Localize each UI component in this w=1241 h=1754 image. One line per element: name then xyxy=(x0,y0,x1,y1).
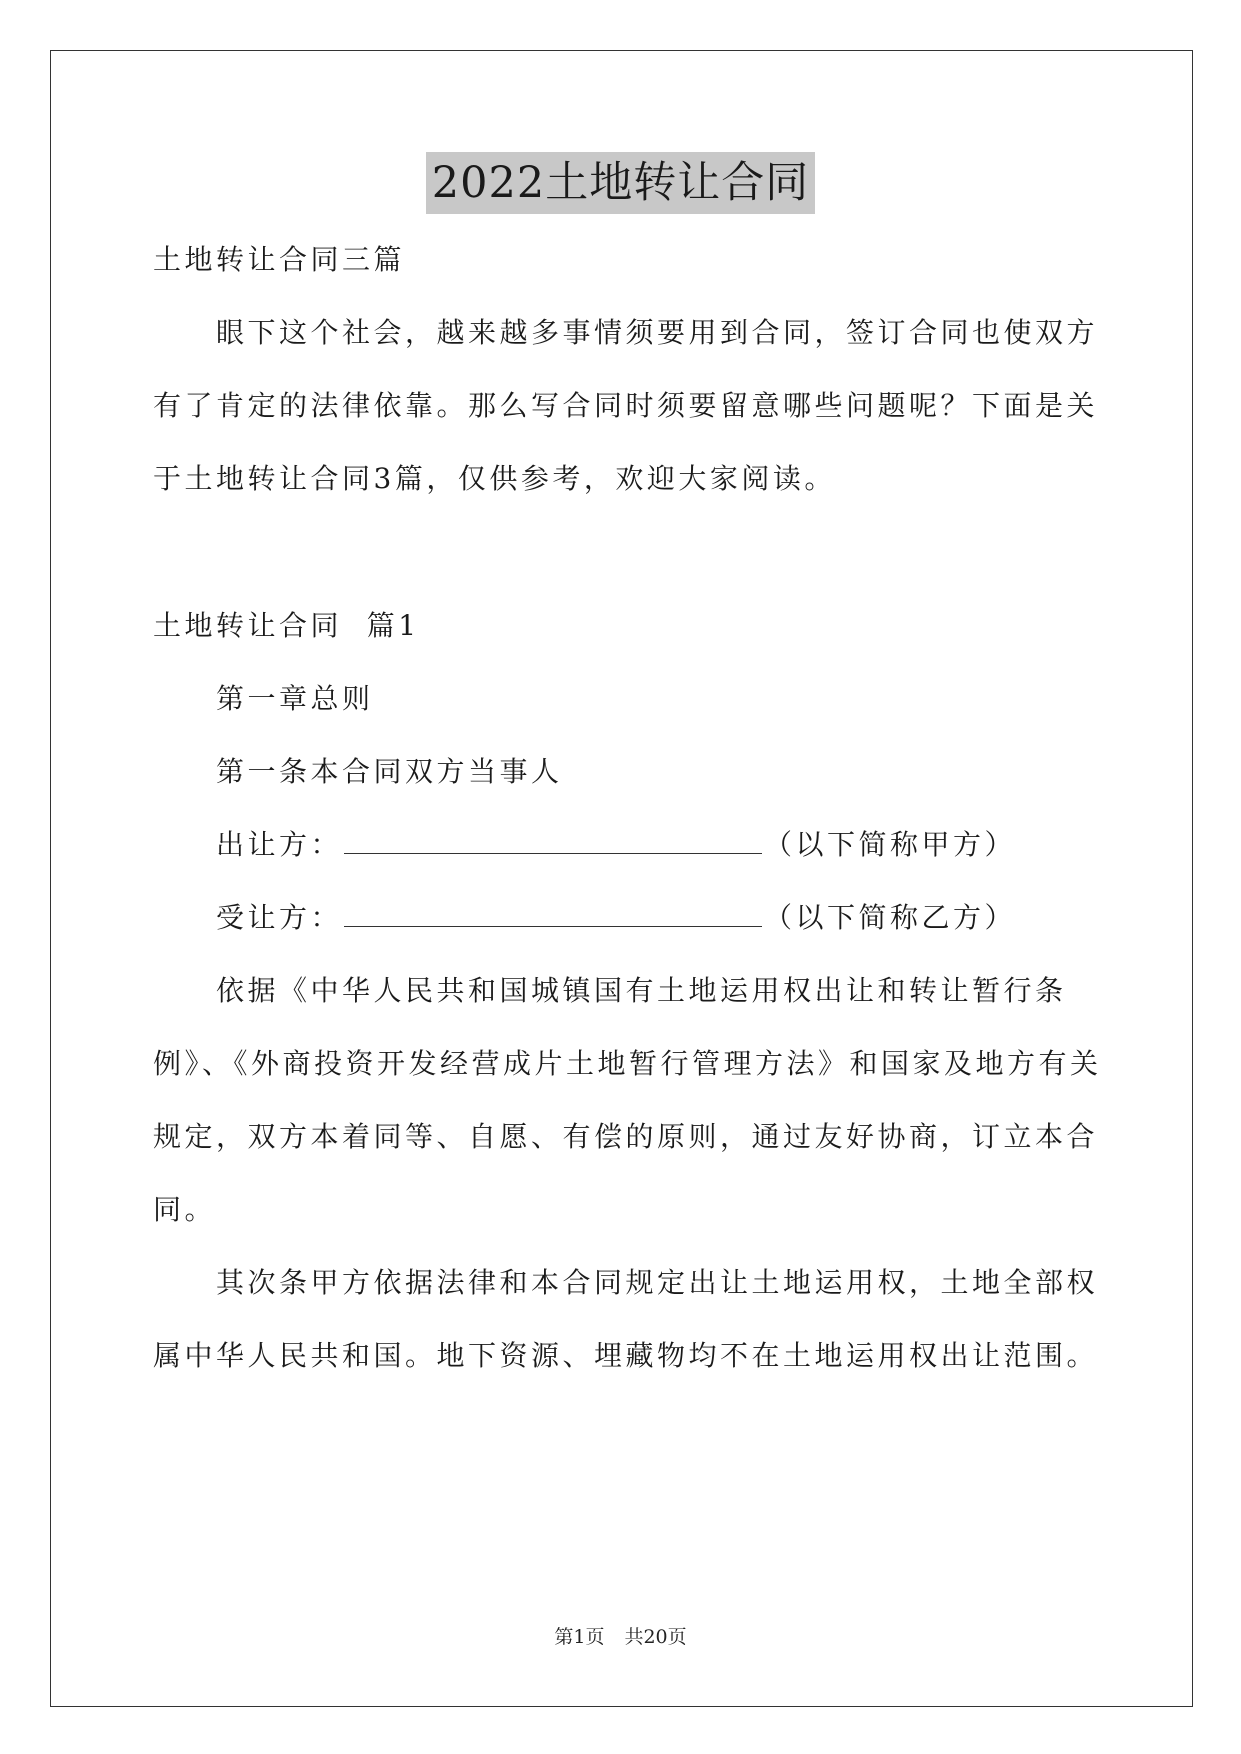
article-2-line-2: 属中华人民共和国。地下资源、埋藏物均不在土地运用权出让范围。 xyxy=(153,1339,1099,1372)
intro-line-1: 眼下这个社会，越来越多事情须要用到合同，签订合同也使双方 xyxy=(216,316,1099,349)
party-a-label: 出让方： xyxy=(216,828,343,861)
basis-line-2: 例》、《外商投资开发经营成片土地暂行管理方法》和国家及地方有关 xyxy=(153,1047,1102,1080)
chapter-heading: 第一章总则 xyxy=(216,682,374,715)
party-b-suffix: （以下简称乙方） xyxy=(764,901,1017,934)
basis-line-3: 规定，双方本着同等、自愿、有偿的原则，通过友好协商，订立本合 xyxy=(153,1120,1099,1153)
party-b-line xyxy=(216,898,1016,938)
party-b-label: 受让方： xyxy=(216,901,343,934)
title-container xyxy=(0,152,1241,214)
page-footer xyxy=(0,1624,1241,1650)
intro-line-2: 有了肯定的法律依靠。那么写合同时须要留意哪些问题呢？下面是关 xyxy=(153,389,1099,422)
article-2-line-1: 其次条甲方依据法律和本合同规定出让土地运用权，土地全部权 xyxy=(216,1266,1099,1299)
page-number-current: 第1页 xyxy=(554,1626,605,1648)
page-border xyxy=(50,50,1193,1707)
intro-line-3: 于土地转让合同3篇，仅供参考，欢迎大家阅读。 xyxy=(153,462,836,495)
basis-line-1: 依据《中华人民共和国城镇国有土地运用权出让和转让暂行条 xyxy=(216,974,1067,1007)
article-1-heading: 第一条本合同双方当事人 xyxy=(216,755,563,788)
party-b-blank[interactable] xyxy=(344,900,762,927)
basis-line-4: 同。 xyxy=(153,1193,217,1226)
page-number-total: 共20页 xyxy=(624,1626,687,1648)
document-title: 2022土地转让合同 xyxy=(426,152,815,214)
section-heading: 土地转让合同 篇1 xyxy=(153,609,420,642)
subtitle: 土地转让合同三篇 xyxy=(153,243,406,276)
party-a-blank[interactable] xyxy=(344,827,762,854)
party-a-suffix: （以下简称甲方） xyxy=(764,828,1017,861)
party-a-line xyxy=(216,825,1016,865)
